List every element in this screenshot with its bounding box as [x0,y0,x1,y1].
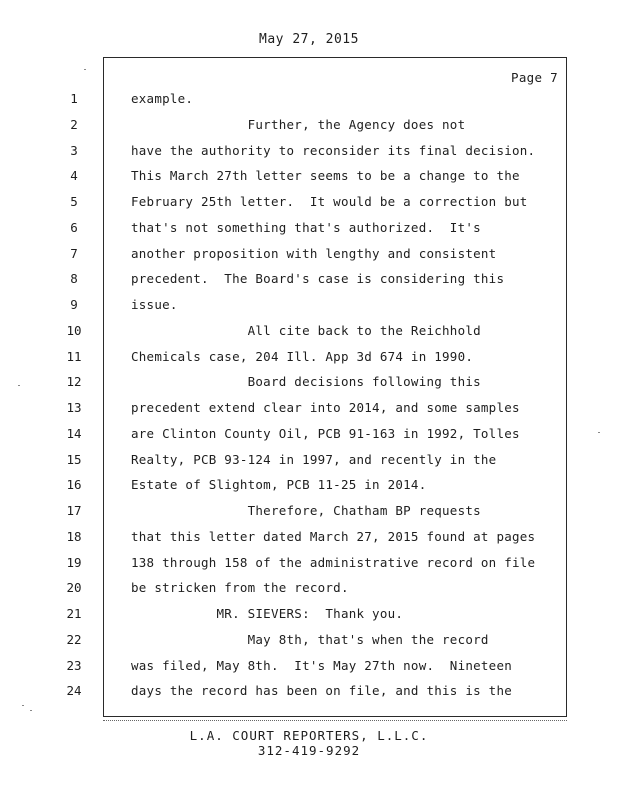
line-number: 8 [70,271,78,286]
line-number: 2 [70,117,78,132]
line-number: 17 [66,503,82,518]
transcript-line-text: precedent extend clear into 2014, and some samples [131,400,520,415]
line-number: 19 [66,555,82,570]
line-number: 22 [66,632,82,647]
transcript-line-text: was filed, May 8th. It's May 27th now. Nineteen [131,658,513,673]
footer-phone: 312-419-9292 [257,743,361,758]
transcript-line-text: are Clinton County Oil, PCB 91-163 in 1992, Tolles [131,426,520,441]
line-number: 11 [66,349,82,364]
transcript-line-text: have the authority to reconsider its final decision. [131,143,536,158]
transcript-line-text: February 25th letter. It would be a correction but [131,194,528,209]
line-number: 4 [70,168,78,183]
header-date: May 27, 2015 [259,32,359,47]
line-number: 7 [70,246,78,261]
line-number: 12 [66,374,82,389]
transcript-line-text: example. [131,91,194,106]
transcript-line-text: All cite back to the Reichhold [131,323,481,338]
transcript-line-text: issue. [131,297,178,312]
line-number: 5 [70,194,78,209]
line-number: 15 [66,452,82,467]
transcript-line-text: that's not something that's authorized. It's [131,220,481,235]
page-number: Page 7 [511,70,558,85]
transcript-line-text: Chemicals case, 204 Ill. App 3d 674 in 1990. [131,349,474,364]
line-number: 21 [66,606,82,621]
transcript-line-text: days the record has been on file, and this is the [131,683,513,698]
transcript-line-text: precedent. The Board's case is considering this [131,271,505,286]
line-number: 3 [70,143,78,158]
line-number: 16 [66,477,82,492]
line-number: 1 [70,91,78,106]
transcript-line-text: Further, the Agency does not [131,117,466,132]
line-number: 18 [66,529,82,544]
transcript-line-text: another proposition with lengthy and consistent [131,246,497,261]
transcript-line-text: May 8th, that's when the record [131,632,489,647]
line-number: 14 [66,426,82,441]
scan-speck [598,432,600,433]
transcript-line-text: Board decisions following this [131,374,481,389]
line-number: 10 [66,323,82,338]
line-number: 13 [66,400,82,415]
transcript-line-text: This March 27th letter seems to be a change to the [131,168,520,183]
line-number: 23 [66,658,82,673]
transcript-line-text: be stricken from the record. [131,580,349,595]
line-number: 6 [70,220,78,235]
transcript-line-text: MR. SIEVERS: Thank you. [131,606,404,621]
transcript-line-text: 138 through 158 of the administrative record on file [131,555,536,570]
transcript-line-text: Estate of Slightom, PCB 11-25 in 2014. [131,477,427,492]
scan-speck [30,710,32,711]
scan-speck [18,385,20,386]
line-number: 9 [70,297,78,312]
line-number: 20 [66,580,82,595]
transcript-line-text: that this letter dated March 27, 2015 found at pages [131,529,536,544]
line-number: 24 [66,683,82,698]
scan-speck [22,705,24,706]
footer-firm-name: L.A. COURT REPORTERS, L.L.C. [189,728,429,743]
transcript-line-text: Realty, PCB 93-124 in 1997, and recently in the [131,452,497,467]
scan-speck [84,69,86,70]
transcript-line-text: Therefore, Chatham BP requests [131,503,481,518]
